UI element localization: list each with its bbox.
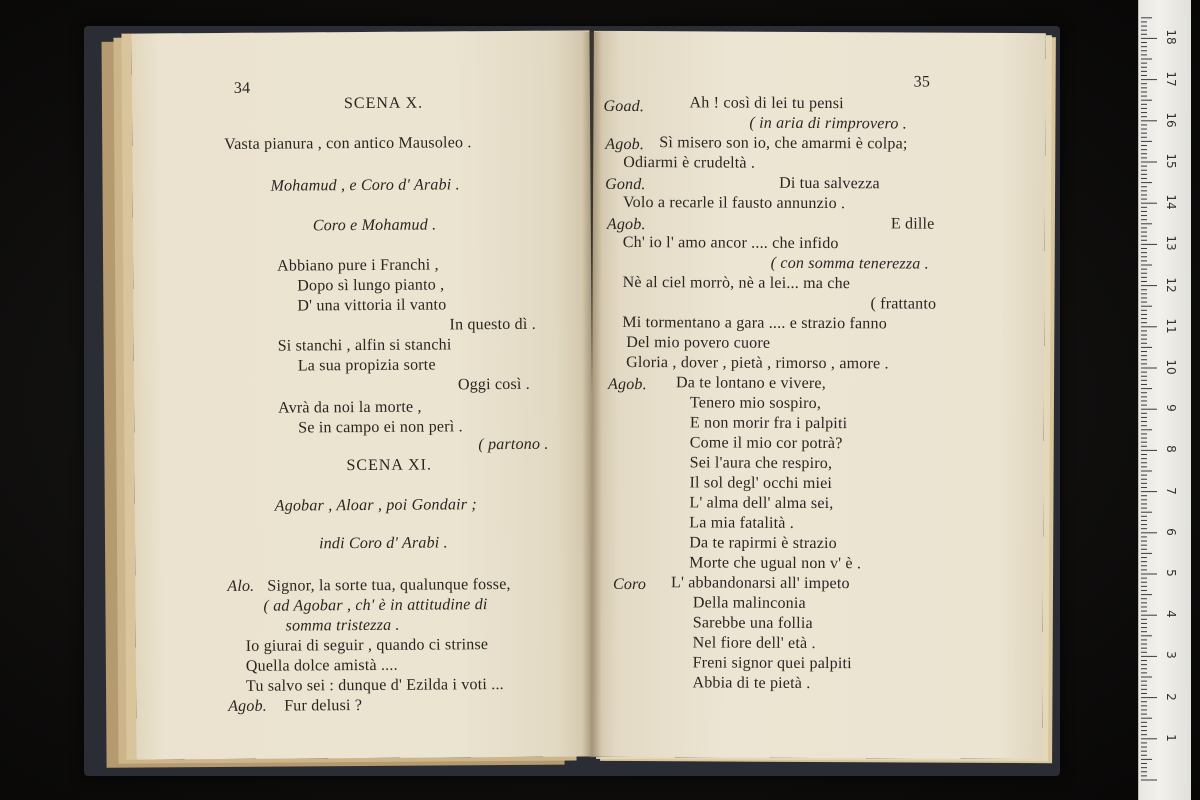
right-page [590,31,1046,759]
ruler-number: 18 [1164,29,1178,46]
dialogue-line: Del mio povero cuore [626,333,771,352]
speaker-label: Agob. [606,215,646,234]
stage-direction: ( partono . [478,435,549,454]
dialogue-line: Ah ! così di lei tu pensi [689,94,844,113]
dialogue-line: Io giurai di seguir , quando ci strinse [245,636,489,655]
verse-line: D' una vittoria il vanto [297,296,447,315]
dialogue-line: Nè al ciel morrò, nè a lei... ma che [622,273,851,293]
characters-line: Coro e Mohamud . [312,216,437,235]
verse-line: Avrà da noi la morte , [278,398,422,417]
stage-direction: somma tristezza . [285,616,400,635]
ruler-number: 12 [1164,276,1178,293]
dialogue-line: Sì misero son io, che amarmi è colpa; [659,134,908,153]
ruler-number: 15 [1164,153,1178,169]
ruler-number: 5 [1164,569,1178,577]
verse-line: Dopo sì lungo pianto , [297,276,445,295]
ruler-number: 14 [1164,194,1178,210]
ruler-number: 8 [1164,445,1178,454]
verse-line: Abbiano pure i Franchi , [277,256,439,275]
dialogue-line: Fur delusi ? [284,697,363,715]
verse-line: Come il mio cor potrà? [689,434,843,453]
ruler-number: 10 [1164,359,1178,375]
verse-line: Sei l'aura che respiro, [689,454,833,473]
verse-line: La sua propizia sorte [297,356,436,375]
book-gutter [582,32,602,758]
verse-line: Oggi così . [457,375,530,394]
dialogue-line: Gloria , dover , pietà , rimorso , amore . [626,353,889,373]
dialogue-line: Di tua salvezza [779,174,880,193]
ruler-number: 4 [1164,610,1178,618]
dialogue-line: Odiarmi è crudeltà . [623,153,756,172]
verse-line: Freni signor quei palpiti [692,654,852,673]
measuring-ruler [1138,0,1191,800]
ruler-number: 1 [1164,733,1178,742]
verse-line: Morte che ugual non v' è . [689,554,862,573]
dialogue-line: Quella dolce amistà .... [245,656,398,675]
ruler-number: 13 [1164,235,1178,252]
verse-line: In questo dì . [449,315,536,334]
dialogue-line: E dille [890,215,935,233]
dialogue-line: Ch' io l' amo ancor .... che infido [622,233,839,253]
speaker-label: Alo. [227,577,255,595]
verse-line: Della malinconia [692,594,806,612]
ruler-number: 7 [1164,486,1178,495]
dialogue-line: Volo a recarle il fausto annunzio . [622,193,846,213]
ruler-number: 2 [1164,692,1178,701]
verse-line: Se in campo ei non perì . [298,418,463,437]
verse-line: L' abbandonarsi all' impeto [670,574,850,593]
page-number-right: 35 [913,73,931,91]
verse-line: Si stanchi , alfin si stanchi [277,336,452,355]
ruler-number: 6 [1164,527,1178,536]
speaker-label: Agob. [605,135,645,154]
characters-line: Mohamud , e Coro d' Arabi . [270,176,460,195]
speaker-label: Agob. [228,697,268,715]
stage-direction: ( frattanto [870,295,937,313]
speaker-label: Coro [612,575,647,594]
characters-line: indi Coro d' Arabi . [318,534,448,553]
dialogue-line: Signor, la sorte tua, qualunque fosse, [267,575,511,595]
stage-direction: ( ad Agobar , ch' è in attitudine di [263,596,488,615]
verse-line: E non morir fra i palpiti [689,414,848,433]
verse-line: Sarebbe una follia [692,614,813,632]
verse-line: Da te lontano e vivere, [676,374,826,393]
dialogue-line: Mi tormentano a gara .... e strazio fanno [622,313,887,333]
scene-xi-title: SCENA XI. [346,456,433,475]
speaker-label: Goad. [603,97,645,116]
verse-line: Tenero mio sospiro, [689,394,822,413]
verse-line: La mia fatalità . [689,514,795,532]
ruler-number: 11 [1164,318,1178,334]
ruler-number: 9 [1164,404,1178,412]
page-number-left: 34 [233,79,251,97]
verse-line: Il sol degl' occhi miei [689,474,833,493]
left-page [131,30,594,759]
verse-line: Nel fiore dell' età . [692,634,816,652]
setting-line: Vasta pianura , con antico Mausoleo . [224,134,472,153]
characters-line: Agobar , Aloar , poi Gondair ; [274,496,477,515]
ruler-number: 17 [1164,70,1178,87]
verse-line: L' alma dell' alma sei, [689,494,834,513]
speaker-label: Agob. [608,375,647,394]
stage-direction: ( in aria di rimprovero . [749,114,908,133]
scene-x-title: SCENA X. [343,94,424,113]
stage-direction: ( con somma tenerezza . [770,254,929,273]
dialogue-line: Tu salvo sei : dunque d' Ezilda i voti ... [245,676,504,695]
speaker-label: Gond. [605,175,646,194]
ruler-number: 3 [1164,651,1178,660]
verse-line: Da te rapirmi è strazio [689,534,837,553]
verse-line: Abbia di te pietà . [692,674,811,692]
ruler-number: 16 [1164,112,1178,128]
